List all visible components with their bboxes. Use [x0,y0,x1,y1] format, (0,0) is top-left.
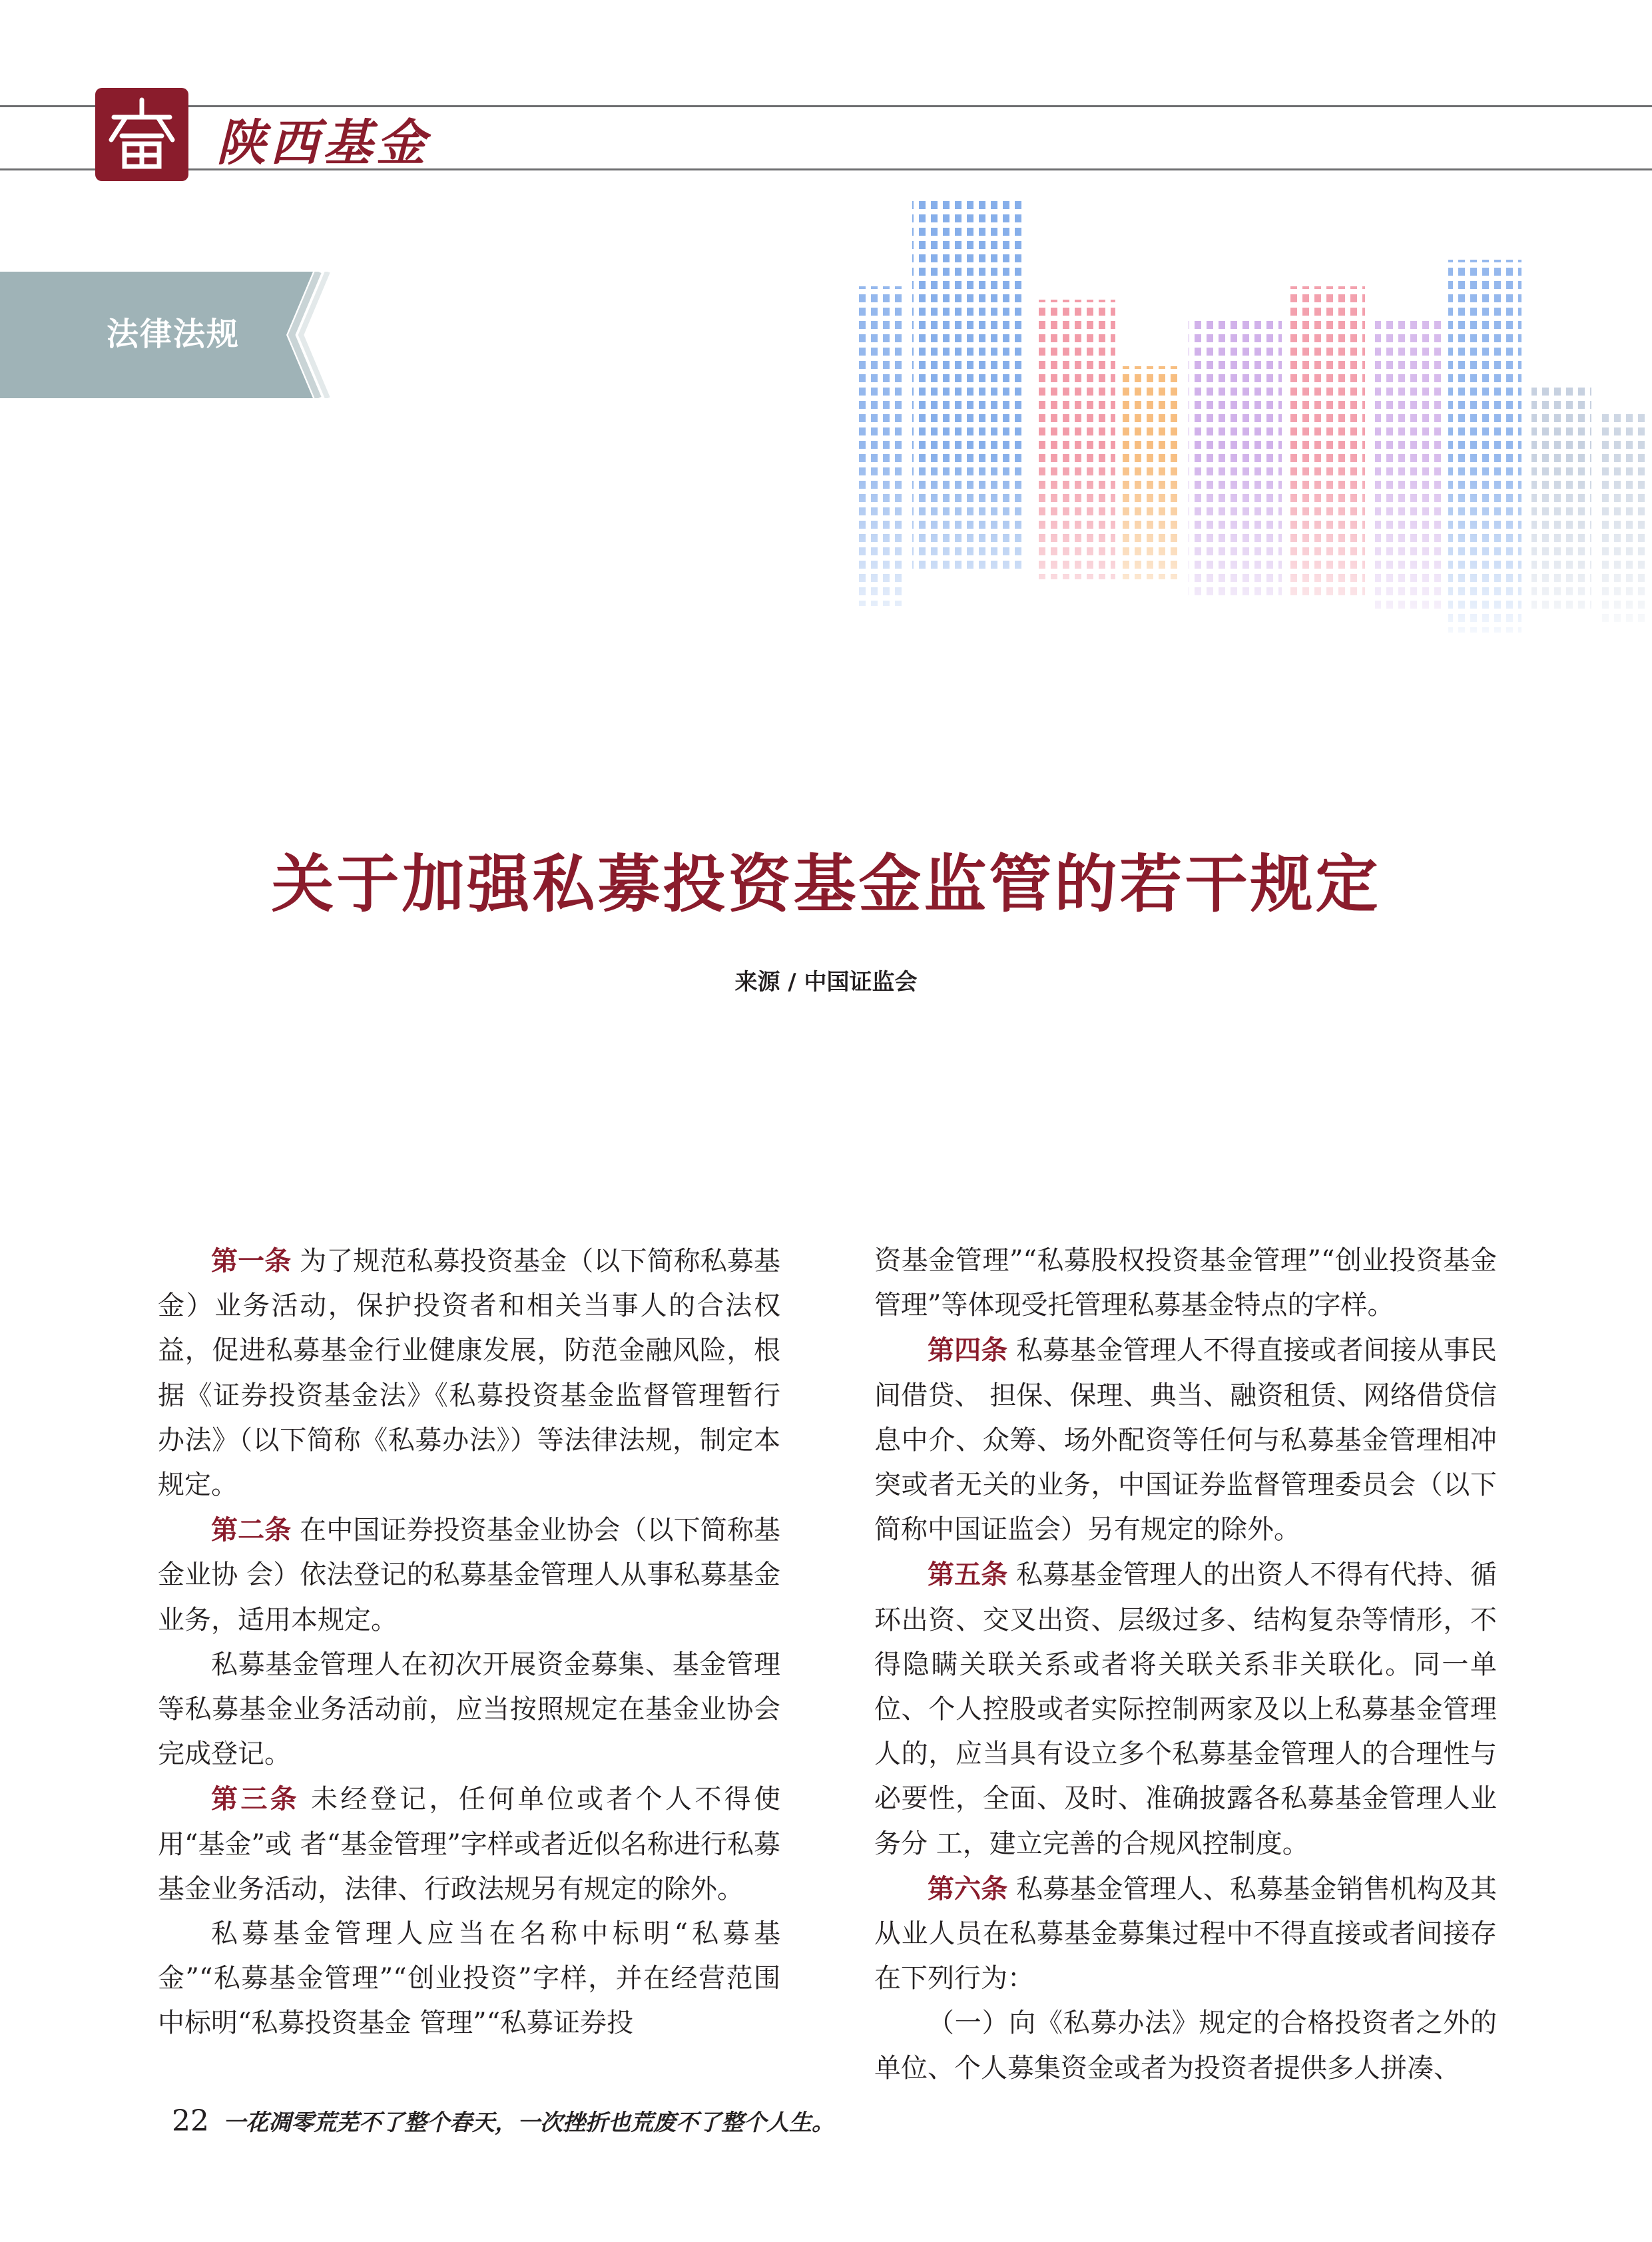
brand-name: 陕西基金 [216,115,429,172]
article-label: 第一条 [211,1245,292,1276]
paragraph-text: 未经登记，任何单位或者个人不得使用“基金”或 者“基金管理”字样或者近似名称进行私募基金业务活动，法律、行政法规另有规定的除外。 [158,1784,781,1904]
article-label: 第六条 [928,1872,1008,1904]
paragraph [874,1552,1497,1866]
paragraph-text: 私募基金管理人在初次开展资金募集、基金管理等私募基金业务活动前，应当按照规定在基金业协会完成登记。 [158,1649,780,1770]
paragraph [158,1777,780,1912]
paragraph-text: 在中国证券投资基金业协会（以下简称基金业协 会）依法登记的私募基金管理人从事私募基金业务，适用本规定。 [158,1515,780,1635]
right-column [874,1239,1497,2091]
paragraph-text: 私募基金管理人应当在名称中标明“私募基金”“私募基金管理”“创业投资”字样，并在经营范围中标明“私募投资基金 管理”“私募证券投 [158,1918,780,2039]
article-label: 第五条 [928,1559,1008,1591]
paragraph-text: 私募基金管理人不得直接或者间接从事民间借贷、 担保、保理、典当、融资租赁、网络借贷信息中介、众筹、场外配资等任何与私募基金管理相冲突或者无关的业务，中国证券监督管理委员会（以下简称中国证监会）另有规定的除外。 [874,1335,1497,1545]
paragraph [874,2001,1497,2090]
paragraph [158,1912,780,2046]
paragraph-text: 为了规范私募投资基金（以下简称私募基金）业务活动，保护投资者和相关当事人的合法权益，促进私募基金行业健康发展，防范金融风险，根据《证券投资基金法》《私募投资基金监督管理暂行办法》（以下简称《私募办法》）等法律法规，制定本规定。 [158,1246,780,1501]
paragraph-text: 私募基金管理人、私募基金销售机构及其从业人员在私募基金募集过程中不得直接或者间接存在下列行为： [874,1873,1497,1994]
article-label: 第二条 [211,1514,292,1546]
paragraph-text: 私募基金管理人的出资人不得有代持、循环出资、交叉出资、层级过多、结构复杂等情形，不得隐瞒关联关系或者将关联关系非关联化。同一单位、个人控股或者实际控制两家及以上私募基金管理人的，应当具有设立多个私募基金管理人的合理性与必要性，全面、及时、准确披露各私募基金管理人业务分 工，建立完善的合规风控制度。 [874,1559,1497,1859]
paragraph [158,1239,780,1508]
header-rule-top [0,105,1652,107]
paragraph [158,1508,780,1643]
paragraph [158,1643,780,1777]
section-tag-label: 法律法规 [107,316,240,353]
city-skyline-illustration [846,173,1652,653]
paragraph-text: 资基金管理”“私募股权投资基金管理”“创业投资基金管理”等体现受托管理私募基金特点的字样。 [874,1245,1497,1321]
page-number: 22 [172,2104,209,2138]
seal-icon [95,88,188,181]
article-label: 第三条 [211,1783,300,1815]
paragraph [874,1239,1497,1328]
paragraph [874,1866,1497,2002]
paragraph-text: （一）向《私募办法》规定的合格投资者之外的单位、个人募集资金或者为投资者提供多人拼凑、 [874,2008,1497,2084]
paragraph [874,1328,1497,1552]
article-label: 第四条 [928,1334,1008,1366]
footer-quote: 一花凋零荒芜不了整个春天，一次挫折也荒废不了整个人生。 [223,2109,834,2136]
article-source: 来源 / 中国证监会 [734,969,918,995]
article-title: 关于加强私募投资基金监管的若干规定 [271,848,1381,921]
left-column [158,1239,780,2046]
